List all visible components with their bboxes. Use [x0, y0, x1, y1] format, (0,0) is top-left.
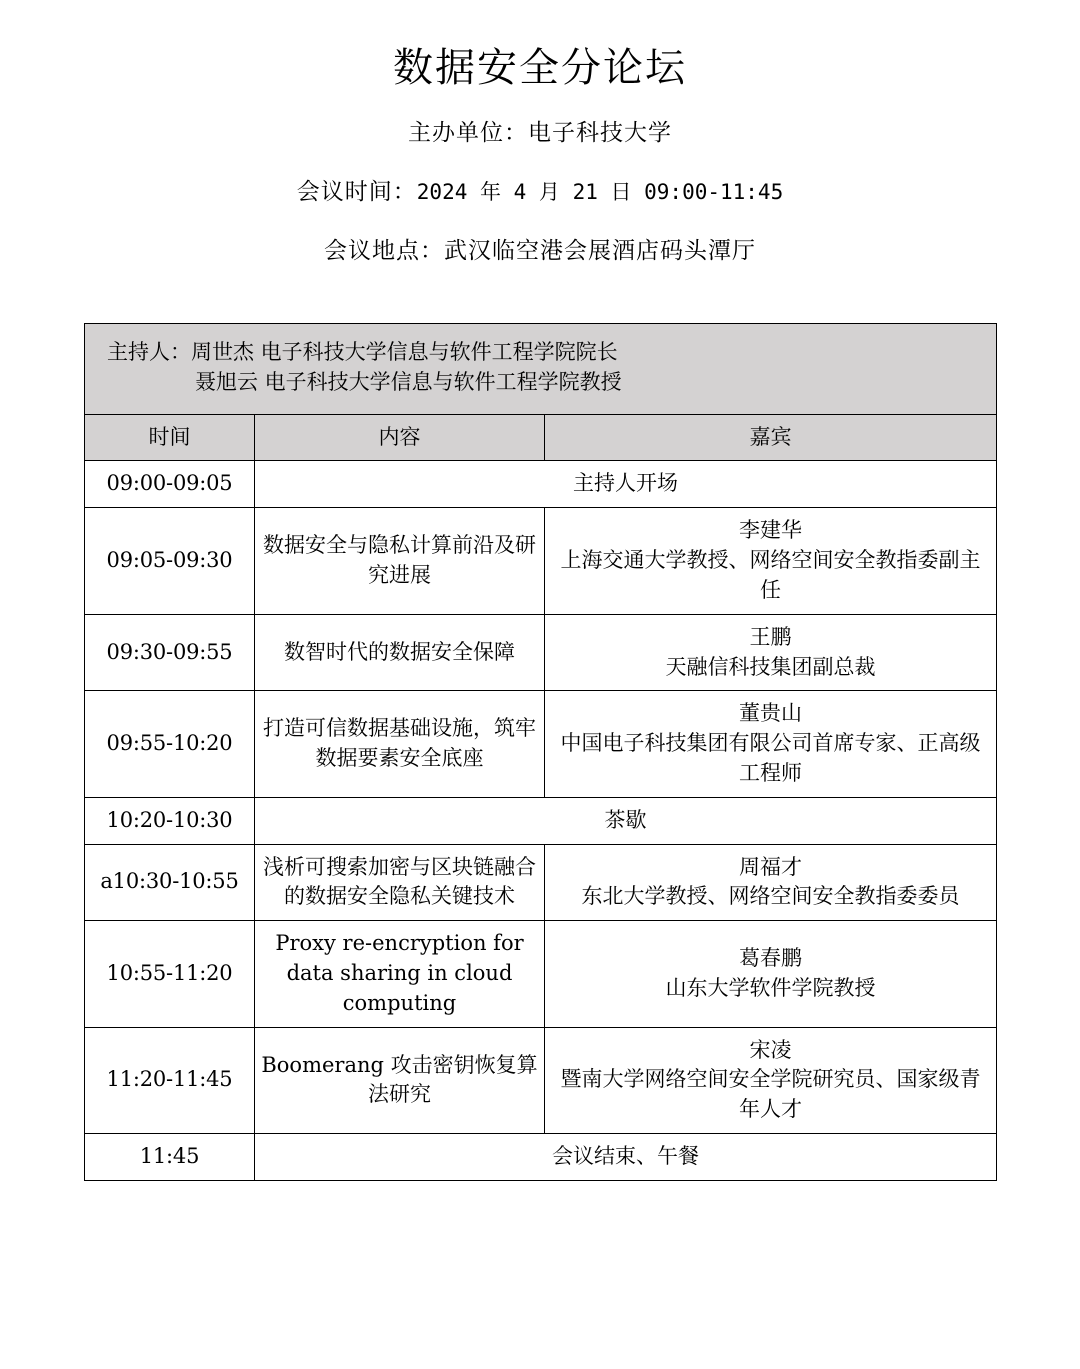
cell-time: 09:05-09:30 — [85, 508, 255, 614]
guest-name: 宋凌 — [749, 1037, 792, 1062]
meeting-place-line — [0, 232, 1080, 265]
host-line-2: 聂旭云 电子科技大学信息与软件工程学院教授 — [195, 369, 622, 394]
agenda-table-wrap — [84, 323, 996, 1181]
cell-guest — [545, 508, 997, 614]
table-row — [85, 921, 997, 1027]
column-header-time: 时间 — [85, 414, 255, 461]
meeting-time-line — [0, 173, 1080, 206]
guest-name: 董贵山 — [739, 701, 803, 726]
document-page — [0, 44, 1080, 1369]
guest-org: 中国电子科技集团有限公司首席专家、正高级工程师 — [560, 731, 981, 785]
meeting-time-label: 会议时间： — [296, 179, 417, 205]
cell-guest — [545, 1027, 997, 1133]
cell-time: 11:20-11:45 — [85, 1027, 255, 1133]
table-row — [85, 691, 997, 797]
table-row — [85, 1134, 997, 1181]
cell-guest — [545, 691, 997, 797]
cell-guest — [545, 921, 997, 1027]
meeting-place-label: 会议地点： — [324, 238, 444, 264]
page-title: 数据安全分论坛 — [393, 45, 687, 91]
cell-guest — [545, 614, 997, 691]
host-line-1: 主持人：周世杰 电子科技大学信息与软件工程学院院长 — [107, 340, 618, 364]
cell-time: 10:55-11:20 — [85, 921, 255, 1027]
cell-content: 茶歇 — [255, 797, 997, 844]
table-row — [85, 614, 997, 691]
host-cell — [85, 324, 997, 415]
cell-time: a10:30-10:55 — [85, 844, 255, 921]
guest-org: 天融信科技集团副总裁 — [665, 654, 876, 679]
column-header-content: 内容 — [255, 414, 545, 461]
table-row — [85, 461, 997, 508]
guest-org: 东北大学教授、网络空间安全教指委委员 — [581, 884, 960, 909]
cell-content: Boomerang 攻击密钥恢复算法研究 — [255, 1027, 545, 1133]
agenda-table — [84, 323, 997, 1181]
cell-content: 主持人开场 — [255, 461, 997, 508]
cell-content: Proxy re-encryption for data sharing in cloud computing — [255, 921, 545, 1027]
cell-time: 09:55-10:20 — [85, 691, 255, 797]
guest-name: 周福才 — [739, 854, 803, 879]
table-row — [85, 844, 997, 921]
table-header-row — [85, 414, 997, 461]
cell-content: 数智时代的数据安全保障 — [255, 614, 545, 691]
cell-content: 会议结束、午餐 — [255, 1134, 997, 1181]
table-row — [85, 797, 997, 844]
cell-guest — [545, 844, 997, 921]
meeting-time-value: 2024 年 4 月 21 日 09:00-11:45 — [416, 180, 784, 204]
cell-time: 09:30-09:55 — [85, 614, 255, 691]
guest-org: 上海交通大学教授、网络空间安全教指委副主任 — [560, 548, 981, 602]
cell-time: 11:45 — [85, 1134, 255, 1181]
guest-name: 王鹏 — [749, 624, 792, 649]
cell-content: 数据安全与隐私计算前沿及研究进展 — [255, 508, 545, 614]
guest-name: 李建华 — [739, 518, 803, 543]
host-row — [85, 324, 997, 415]
cell-content: 打造可信数据基础设施，筑牢数据要素安全底座 — [255, 691, 545, 797]
agenda-table-body — [85, 324, 997, 1181]
guest-org: 暨南大学网络空间安全学院研究员、国家级青年人才 — [560, 1067, 981, 1122]
cell-time: 10:20-10:30 — [85, 797, 255, 844]
table-row — [85, 1027, 997, 1133]
table-row — [85, 508, 997, 614]
guest-org: 山东大学软件学院教授 — [665, 975, 876, 1000]
meeting-place-value: 武汉临空港会展酒店码头潭厅 — [444, 238, 756, 264]
cell-content: 浅析可搜索加密与区块链融合的数据安全隐私关键技术 — [255, 844, 545, 921]
cell-time: 09:00-09:05 — [85, 461, 255, 508]
column-header-guest: 嘉宾 — [545, 414, 997, 461]
guest-name: 葛春鹏 — [739, 946, 803, 971]
organizer-line: 主办单位：电子科技大学 — [408, 120, 672, 146]
